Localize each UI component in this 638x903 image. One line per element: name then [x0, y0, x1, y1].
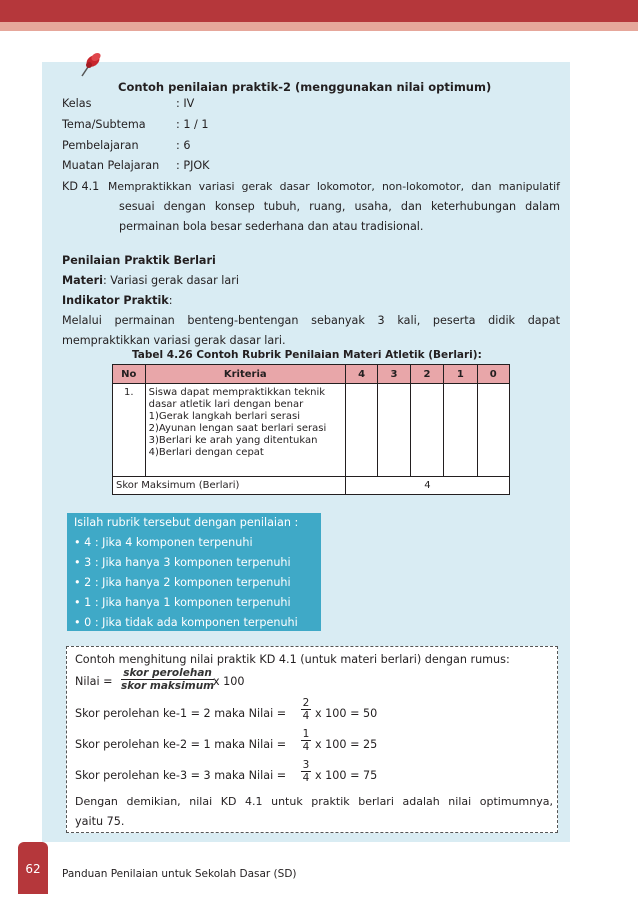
score-cell-0: [477, 384, 509, 477]
conclusion-line2: yaitu 75.: [75, 815, 125, 828]
kd-label: KD 4.1: [62, 180, 100, 193]
page-number: 62: [25, 862, 41, 876]
criteria-line: 4)Berlari dengan cepat: [148, 447, 264, 458]
table-caption: Tabel 4.26 Contoh Rubrik Penilaian Materi Atletik (Berlari):: [132, 349, 482, 361]
fraction-denominator: 4: [302, 710, 310, 722]
row-number: 1.: [113, 384, 146, 477]
indikator-colon: :: [168, 294, 173, 307]
rubric-intro: Isilah rubrik tersebut dengan penilaian :: [74, 516, 299, 529]
fraction-numerator: 1: [302, 728, 310, 740]
criteria-cell: [145, 384, 345, 477]
pushpin-icon: [76, 50, 104, 80]
indikator-text-line1: Melalui permainan benteng-bentengan sebanyak 3 kali, peserta didik dapat: [62, 314, 560, 327]
page-title: Contoh penilaian praktik-2 (menggunakan nilai optimum): [118, 80, 492, 94]
formula-multiplier: x 100: [213, 675, 245, 688]
calc-row-3-result: x 100 = 75: [315, 769, 378, 782]
calc-row-2-text: Skor perolehan ke-2 = 1 maka Nilai =: [75, 738, 287, 751]
header-score-1: 1: [444, 365, 477, 384]
rubric-item: • 4 : Jika 4 komponen terpenuhi: [74, 536, 253, 549]
indikator-text-line2: mempraktikkan variasi gerak dasar lari.: [62, 334, 286, 347]
calculation-box: [66, 646, 558, 833]
criteria-line: 3)Berlari ke arah yang ditentukan: [148, 435, 318, 446]
kd-text-line3: permainan bola besar sederhana dan atau tradisional.: [119, 220, 424, 233]
score-cell-1: [444, 384, 477, 477]
table-max-row: [113, 477, 510, 495]
materi-label: Materi: [62, 274, 103, 287]
rubric-item: • 1 : Jika hanya 1 komponen terpenuhi: [74, 596, 291, 609]
fraction-denominator: 4: [302, 772, 310, 784]
info-value-tema: : 1 / 1: [176, 118, 209, 131]
fraction-denominator: 4: [302, 741, 310, 753]
formula-fraction: [121, 667, 214, 692]
calc-intro: Contoh menghitung nilai praktik KD 4.1 (untuk materi berlari) dengan rumus:: [75, 653, 510, 666]
kd-text-line2: sesuai dengan konsep tubuh, ruang, usaha, dan keterhubungan dalam: [119, 200, 560, 213]
header-bar: [0, 0, 638, 22]
rubric-item: • 0 : Jika tidak ada komponen terpenuhi: [74, 616, 298, 629]
fraction-numerator: 3: [302, 759, 310, 771]
criteria-line: 1)Gerak langkah berlari serasi: [148, 411, 301, 422]
conclusion-line1: Dengan demikian, nilai KD 4.1 untuk praktik berlari adalah nilai optimumnya,: [75, 795, 553, 808]
header-stripe: [0, 22, 638, 31]
info-label-pembelajaran: Pembelajaran: [62, 139, 139, 152]
materi-line: [62, 274, 239, 287]
info-label-tema: Tema/Subtema: [62, 118, 146, 131]
rubric-instruction-box: [67, 513, 321, 631]
rubric-item: • 2 : Jika hanya 2 komponen terpenuhi: [74, 576, 291, 589]
rubric-item: • 3 : Jika hanya 3 komponen terpenuhi: [74, 556, 291, 569]
criteria-line: Siswa dapat mempraktikkan teknik: [148, 387, 326, 398]
info-value-kelas: : IV: [176, 97, 195, 110]
calc-row-1-result: x 100 = 50: [315, 707, 378, 720]
header-score-0: 0: [477, 365, 509, 384]
info-label-muatan: Muatan Pelajaran: [62, 159, 160, 172]
criteria-line: dasar atletik lari dengan benar: [148, 399, 304, 410]
calc-row-3-fraction: [301, 759, 311, 784]
calc-row-3-text: Skor perolehan ke-3 = 3 maka Nilai =: [75, 769, 287, 782]
score-cell-4: [345, 384, 377, 477]
info-value-muatan: : PJOK: [176, 159, 210, 172]
calc-row-1-fraction: [301, 697, 311, 722]
score-cell-3: [378, 384, 410, 477]
max-score-label: Skor Maksimum (Berlari): [113, 477, 346, 495]
fraction-numerator: 2: [302, 697, 310, 709]
header-kriteria: Kriteria: [145, 365, 345, 384]
indikator-line: [62, 294, 173, 307]
header-score-4: 4: [345, 365, 377, 384]
section-heading: Penilaian Praktik Berlari: [62, 254, 216, 267]
header-score-3: 3: [378, 365, 410, 384]
formula-label: Nilai =: [75, 675, 113, 688]
formula-numerator: skor perolehan: [123, 667, 212, 679]
info-value-pembelajaran: : 6: [176, 139, 191, 152]
calc-row-1-text: Skor perolehan ke-1 = 2 maka Nilai =: [75, 707, 287, 720]
footer-title: Panduan Penilaian untuk Sekolah Dasar (SD): [62, 868, 297, 880]
calc-row-2-fraction: [301, 728, 311, 753]
table-row: [113, 384, 510, 477]
table-header-row: [113, 365, 510, 384]
header-no: No: [113, 365, 146, 384]
rubric-table: [112, 364, 510, 495]
indikator-label: Indikator Praktik: [62, 294, 169, 307]
header-score-2: 2: [410, 365, 443, 384]
max-score-value: 4: [345, 477, 509, 495]
kd-text-line1: Mempraktikkan variasi gerak dasar lokomotor, non-lokomotor, dan manipulatif: [108, 180, 560, 193]
criteria-line: 2)Ayunan lengan saat berlari serasi: [148, 423, 327, 434]
score-cell-2: [410, 384, 443, 477]
materi-value: : Variasi gerak dasar lari: [102, 274, 239, 287]
formula-denominator: skor maksimum: [121, 680, 215, 692]
info-label-kelas: Kelas: [62, 97, 92, 110]
calc-row-2-result: x 100 = 25: [315, 738, 378, 751]
